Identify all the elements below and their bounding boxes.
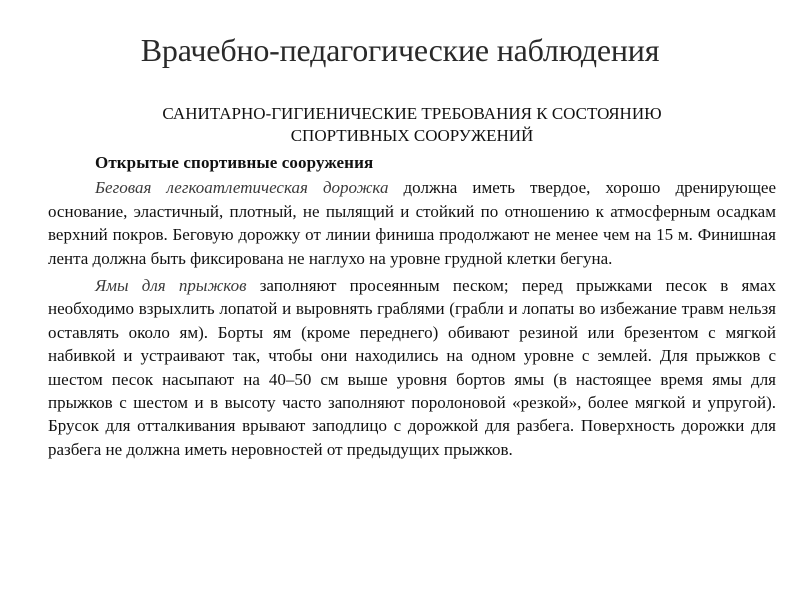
section-heading-line1: САНИТАРНО-ГИГИЕНИЧЕСКИЕ ТРЕБОВАНИЯ К СОСТОЯНИЮ	[162, 104, 662, 123]
paragraph-lead-term: Беговая легкоатлетическая дорожка	[95, 178, 389, 198]
paragraph-body: заполняют просеянным песком; перед прыжками песок в ямах необходимо взрыхлить лопатой и выровнять граблями (грабли и лопаты во избежание травм нельзя оставлять около ям). Борты ям (кроме переднего) обивают резиной или брезентом с мягкой набивкой и устраивают так, чтобы они находились на одном уровне с землей. Для прыжков с шестом песок насыпают на 40–50 см выше уровня бортов ямы (в настоящее время ямы для прыжков с шестом и в высоту часто заполняют поролоновой «резкой», более мягкой и упругой). Брусок для отталкивания врывают заподлицо с дорожкой для разбега. Поверхность дорожки для разбега не должна иметь неровностей от предыдущих прыжков.	[48, 276, 776, 459]
paragraph-lead-term: Ямы для прыжков	[95, 276, 247, 296]
paragraph-running-track	[48, 176, 776, 270]
slide-title: Врачебно-педагогические наблюдения	[140, 32, 660, 68]
paragraph-body: должна иметь твердое, хорошо дренирующее основание, эластичный, плотный, не пылящий и стойкий по отношению к атмосферным осадкам верхний покров. Беговую дорожку от линии финиша продолжают не менее чем на 15 м. Финишная лента должна быть фиксирована не наглухо на уровне грудной клетки бегуна.	[48, 178, 777, 268]
paragraph-jump-pits	[48, 274, 776, 461]
section-heading	[48, 103, 776, 147]
slide-content	[48, 103, 776, 465]
section-heading-line2: СПОРТИВНЫХ СООРУЖЕНИЙ	[290, 126, 534, 145]
subsection-heading: Открытые спортивные сооружения	[95, 153, 374, 172]
